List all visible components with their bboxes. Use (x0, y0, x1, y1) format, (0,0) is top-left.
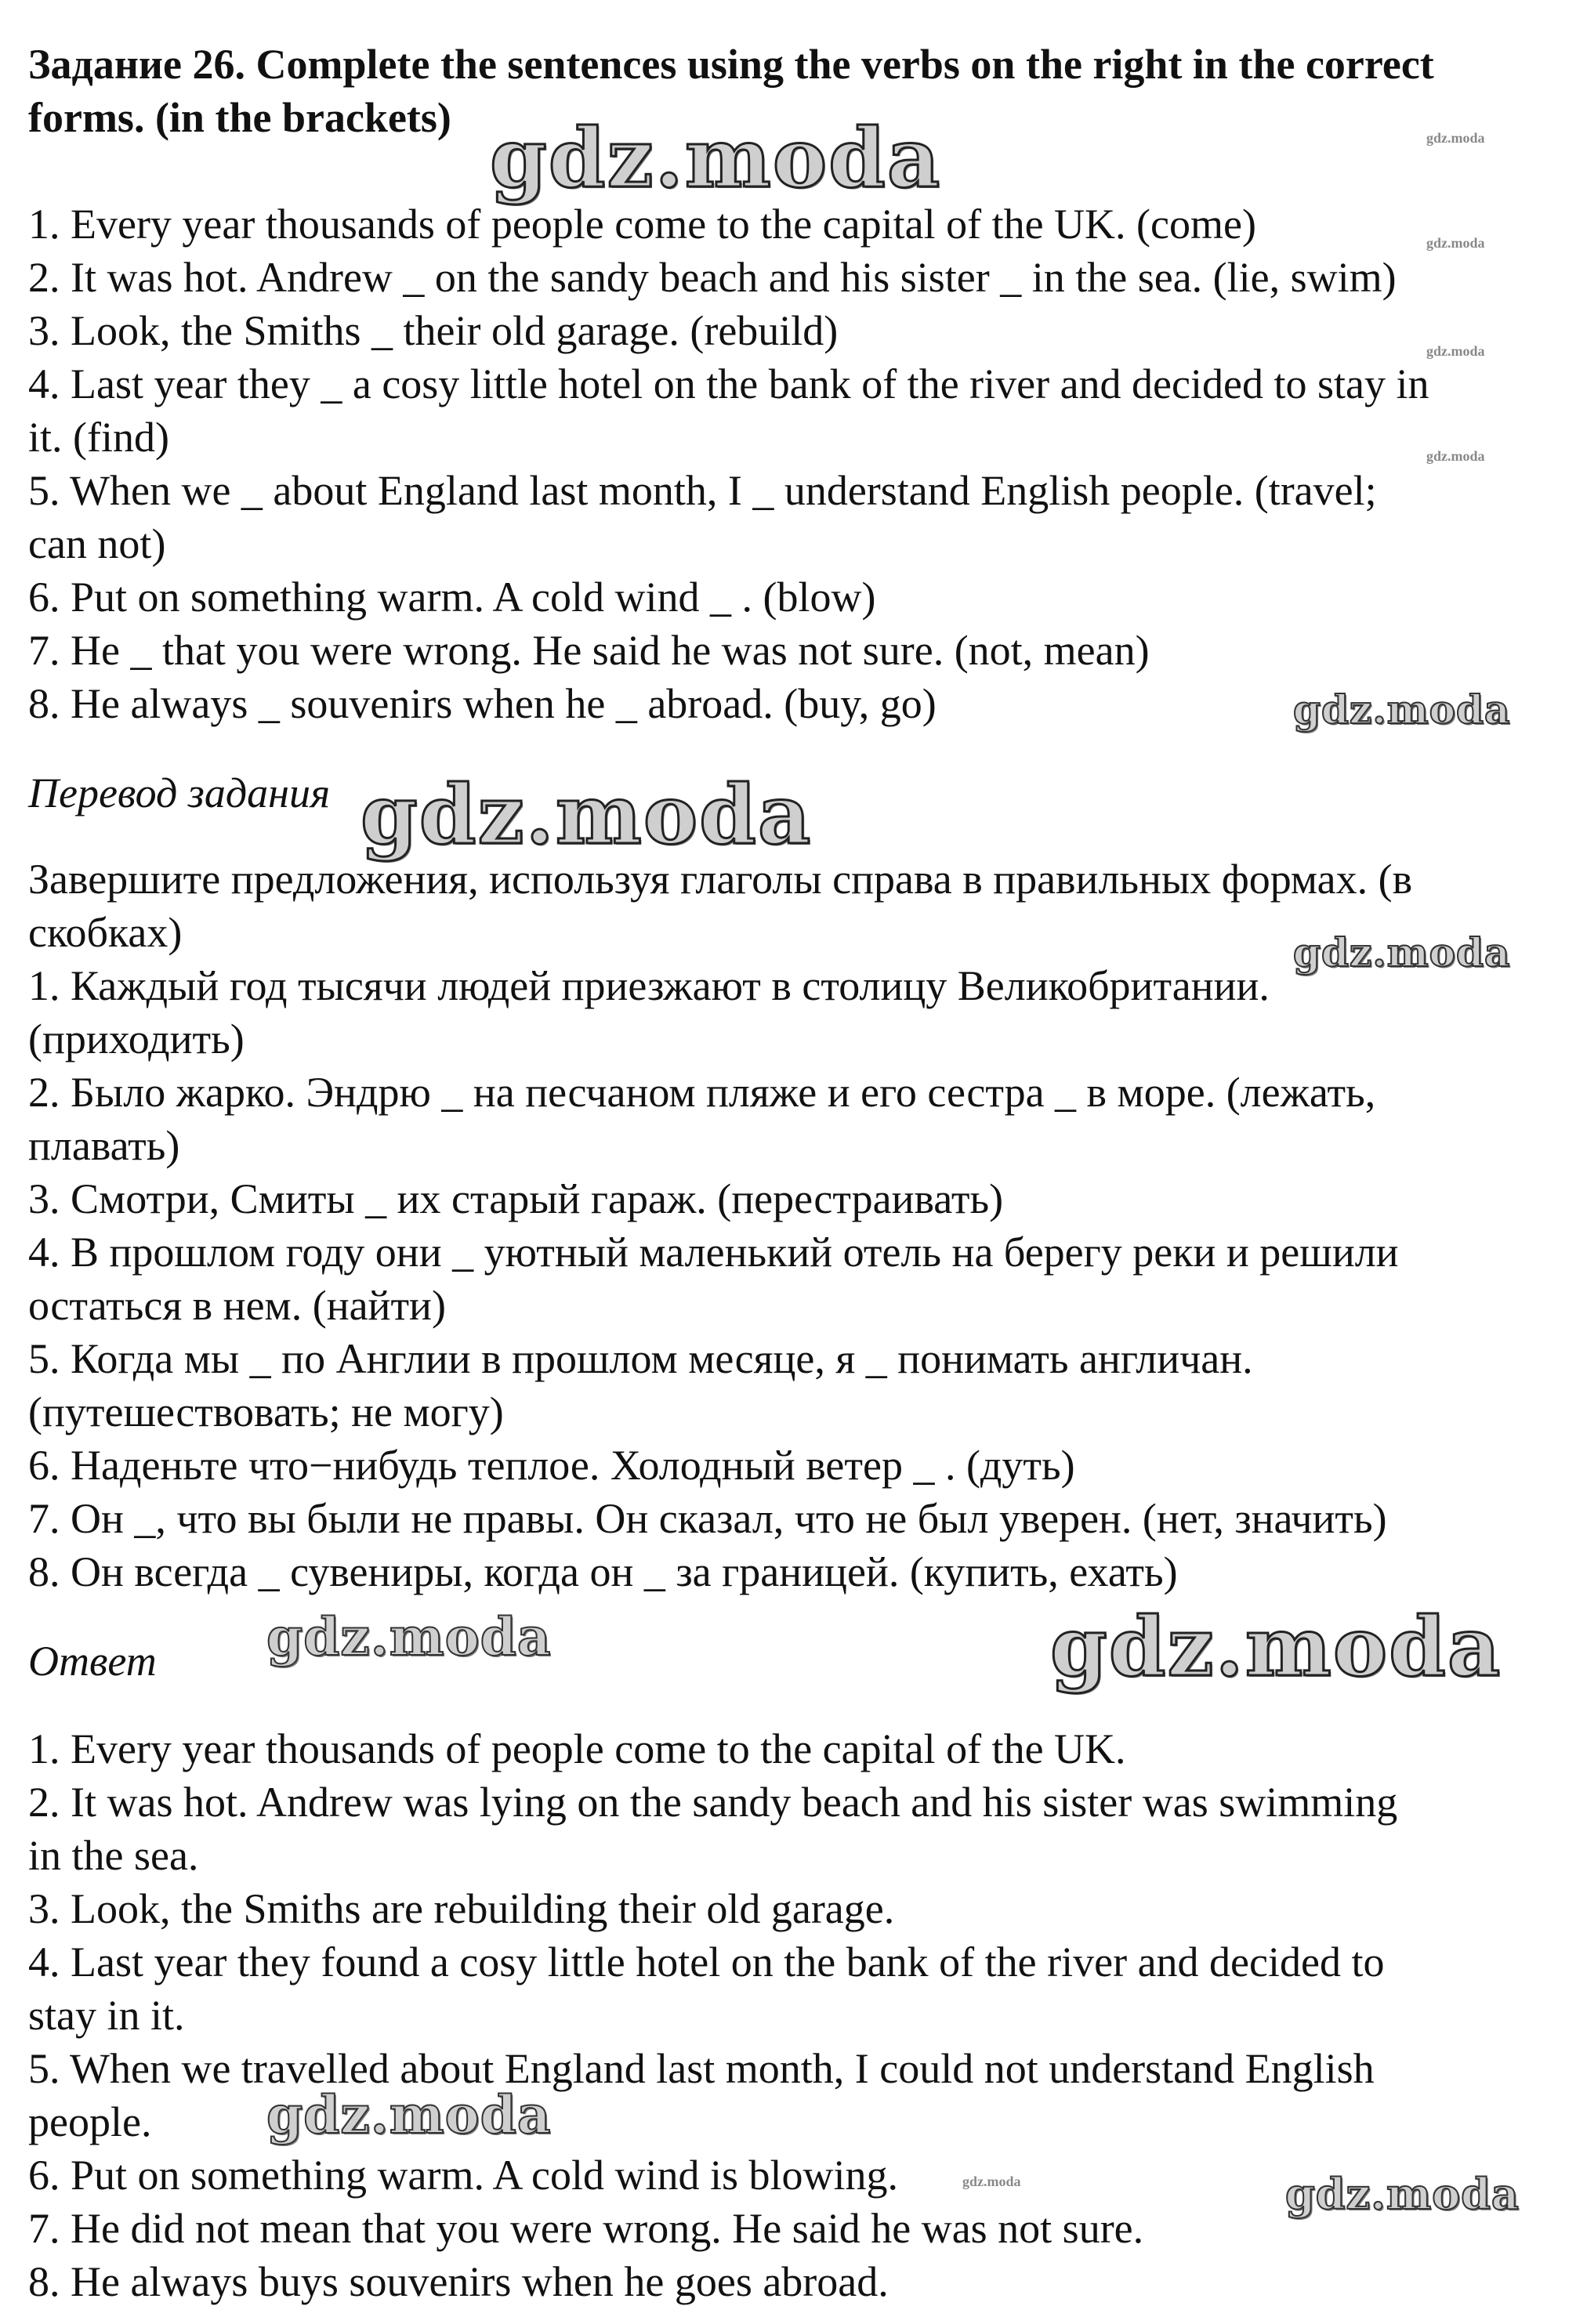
watermark-logo: gdz.moda (1050, 1598, 1502, 1695)
task-sentence: 8. He always _ souvenirs when he _ abroad. (buy, go) (28, 680, 937, 727)
translation-line: 3. Смотри, Смиты _ их старый гараж. (перестраивать) (28, 1175, 1004, 1222)
task-sentence: 4. Last year they _ a cosy little hotel on the bank of the river and decided to stay in (28, 360, 1429, 407)
translation-line: скобках) (28, 909, 183, 956)
answer-line: stay in it. (28, 1992, 185, 2039)
answer-line: 2. It was hot. Andrew was lying on the sandy beach and his sister was swimming (28, 1779, 1398, 1826)
watermark-logo: gdz.moda (1293, 686, 1511, 733)
task-sentence: 2. It was hot. Andrew _ on the sandy beach and his sister _ in the sea. (lie, swim) (28, 254, 1397, 301)
translation-line: 7. Он _, что вы были не правы. Он сказал, что не был уверен. (нет, значить) (28, 1495, 1387, 1542)
watermark-logo: gdz.moda (962, 2174, 1021, 2189)
answer-line: 3. Look, the Smiths are rebuilding their old garage. (28, 1885, 895, 1932)
answer-line: 4. Last year they found a cosy little hotel on the bank of the river and decided to (28, 1938, 1385, 1986)
task-sentence: 5. When we _ about England last month, I _ understand English people. (travel; (28, 467, 1377, 514)
task-sentence: 7. He _ that you were wrong. He said he was not sure. (not, mean) (28, 627, 1150, 674)
translation-line: 5. Когда мы _ по Англии в прошлом месяце, я _ понимать англичан. (28, 1335, 1253, 1382)
translation-line: 2. Было жарко. Эндрю _ на песчаном пляже и его сестра _ в море. (лежать, (28, 1069, 1376, 1116)
task-title-line-1: Задание 26. Complete the sentences using the verbs on the right in the correct (28, 41, 1434, 88)
watermark-logo: gdz.moda (490, 110, 942, 206)
translation-line: Завершите предложения, используя глаголы справа в правильных формах. (в (28, 856, 1413, 903)
answer-line: 6. Put on something warm. A cold wind is blowing. (28, 2152, 899, 2199)
translation-line: 8. Он всегда _ сувениры, когда он _ за границей. (купить, ехать) (28, 1548, 1178, 1595)
watermark-logo: gdz.moda (360, 766, 813, 863)
translation-line: плавать) (28, 1122, 180, 1169)
watermark-logo: gdz.moda (266, 1606, 552, 1667)
task-sentence: 6. Put on something warm. A cold wind _ . (blow) (28, 574, 876, 621)
watermark-logo: gdz.moda (266, 2084, 552, 2145)
watermark-logo: gdz.moda (1426, 235, 1485, 251)
task-sentence: can not) (28, 520, 166, 567)
answer-heading: Ответ (28, 1638, 157, 1685)
answer-line: 1. Every year thousands of people come to the capital of the UK. (28, 1725, 1126, 1772)
answer-line: people. (28, 2098, 152, 2145)
translation-line: (путешествовать; не могу) (28, 1388, 504, 1435)
answer-line: 5. When we travelled about England last month, I could not understand English (28, 2045, 1375, 2092)
task-sentence: it. (find) (28, 414, 169, 461)
translation-line: 4. В прошлом году они _ уютный маленький отель на берегу реки и решили (28, 1229, 1399, 1276)
watermark-logo: gdz.moda (1293, 929, 1511, 976)
answer-line: 8. He always buys souvenirs when he goes abroad. (28, 2258, 889, 2305)
task-title-line-2: forms. (in the brackets) (28, 94, 451, 141)
answer-line: in the sea. (28, 1832, 199, 1879)
task-sentence: 3. Look, the Smiths _ their old garage. (rebuild) (28, 307, 839, 354)
translation-line: (приходить) (28, 1015, 245, 1062)
translation-line: 6. Наденьте что−нибудь теплое. Холодный ветер _ . (дуть) (28, 1442, 1075, 1489)
translation-line: остаться в нем. (найти) (28, 1282, 446, 1329)
watermark-logo: gdz.moda (1426, 343, 1485, 359)
task-sentence: 1. Every year thousands of people come to the capital of the UK. (come) (28, 201, 1256, 248)
watermark-logo: gdz.moda (1285, 2169, 1520, 2219)
translation-heading: Перевод задания (28, 769, 331, 816)
answer-line: 7. He did not mean that you were wrong. He said he was not sure. (28, 2205, 1144, 2252)
translation-line: 1. Каждый год тысячи людей приезжают в столицу Великобритании. (28, 962, 1270, 1009)
watermark-logo: gdz.moda (1426, 448, 1485, 464)
watermark-logo: gdz.moda (1426, 130, 1485, 146)
